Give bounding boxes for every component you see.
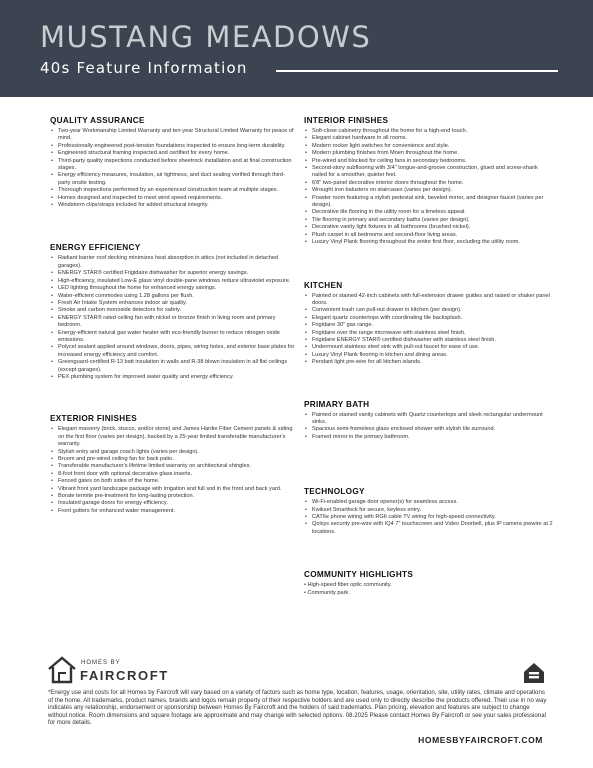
feature-item: • Polycel sealant applied around windows, doors, pipes, wiring holes, and exterior base plates for increased energy efficiency and comfort. — [50, 344, 295, 359]
feature-item: • Wrought iron balusters on staircases (varies per design). — [304, 187, 554, 194]
page-title: MUSTANG MEADOWS — [40, 20, 372, 54]
feature-item: • 6'8" two-panel decorative interior doors throughout the home. — [304, 180, 554, 187]
feature-item: • Frigidaire over the range microwave with stainless steel finish. — [304, 330, 554, 337]
feature-item: • Homes designed and inspected to meet wind speed requirements. — [50, 195, 295, 202]
feature-item: • High-efficiency, insulated Low-E glass vinyl double-pane windows reduce ultraviolet exposure. — [50, 278, 295, 285]
feature-item: • Elegant quartz countertops with coordinating tile backsplash. — [304, 315, 554, 322]
section-primary-bath — [304, 400, 554, 442]
feature-item: • Soft-close cabinetry throughout the home for a high-end touch. — [304, 128, 554, 135]
feature-item: • Spacious semi-frameless glass enclosed shower with stylish tile surround. — [304, 426, 554, 433]
feature-item: • Vibrant front yard landscape package with irrigation and full sod in the front and back yard. — [50, 486, 295, 493]
feature-item: • Professionally engineered post-tension foundations inspected to ensure long-term durability. — [50, 143, 295, 150]
feature-item: • LED lighting throughout the home for enhanced energy savings. — [50, 285, 295, 292]
feature-item: • Broom and pre-wired ceiling fan for back patio. — [50, 456, 295, 463]
right-column — [304, 116, 554, 597]
feature-item: • Elegant masonry (brick, stucco, and/or stone) and James Hardie Fiber Cement panels & siding on the first floor (varies per design), backed by a 25-year limited transferable manufacturer's warranty. — [50, 426, 295, 448]
feature-item: • ENERGY STAR® rated ceiling fan with nickel or bronze finish in living room and primary bedroom. — [50, 315, 295, 330]
feature-list — [50, 255, 295, 381]
section-heading: TECHNOLOGY — [304, 487, 365, 497]
feature-list — [304, 582, 554, 597]
section-technology — [304, 487, 554, 536]
feature-item: • Transferable manufacturer's lifetime limited warranty on architectural shingles. — [50, 463, 295, 470]
house-logo-icon — [47, 656, 77, 684]
feature-item: • Frigidaire ENERGY STAR® certified dishwasher with stainless steel finish. — [304, 337, 554, 344]
section-community-highlights — [304, 570, 554, 597]
disclaimer-text: *Energy use and costs for all Homes by Faircroft will vary based on a variety of factors such as home type, location, features, usage, orientation, site, utility rates, climate and operations of the home. All trademarks, product names, brands and logos remain property of their respective holders and are used only to directly describe the products offered. Their use in no way indicates any relationship, endorsement or sponsorship between Homes By Faircroft and the holders of said trademarks. Plan pricing, elevation and features are subject to change without notice. Room dimensions and square footage are approximate and may change with selected options. 08.2025 Please contact Homes By Faircroft or see your sales professional for more details. — [48, 689, 547, 727]
logo-homes-by: HOMES BY — [81, 660, 121, 666]
feature-item: • Water-efficient commodes using 1.28 gallons per flush. — [50, 293, 295, 300]
feature-item: • Energy efficiency measures, insulation, air tightness, and duct sealing verified through third-party onsite testing. — [50, 172, 295, 187]
feature-item: • Tile flooring in primary and secondary baths (varies per design). — [304, 217, 554, 224]
feature-item: • Front gutters for enhanced water management. — [50, 508, 295, 515]
feature-item: • High-speed fiber optic community. — [304, 582, 392, 589]
feature-list — [50, 128, 295, 209]
feature-item: • Smoke and carbon monoxide detectors for safety. — [50, 307, 295, 314]
feature-item: • Stylish entry and garage coach lights (varies per design). — [50, 449, 295, 456]
feature-item: • Luxury Vinyl Plank flooring throughout the entire first floor, excluding the utility room. — [304, 239, 554, 246]
feature-item: • Modern plumbing finishes from Moen throughout the home. — [304, 150, 554, 157]
feature-item: • Undermount stainless steel sink with pull-out faucet for ease of use. — [304, 344, 554, 351]
feature-item: • Kwikset Smartlock for secure, keyless entry. — [304, 507, 554, 514]
feature-item: • Thorough inspections performed by an experienced construction team at multiple stages. — [50, 187, 295, 194]
feature-item: • Decorative vanity light fixtures in all bathrooms (brushed nickel). — [304, 224, 554, 231]
feature-item: • Borate termite pre-treatment for long-lasting protection. — [50, 493, 295, 500]
feature-item: • PEX plumbing system for improved water quality and energy efficiency. — [50, 374, 295, 381]
feature-item: • Insulated garage doors for energy efficiency. — [50, 500, 295, 507]
feature-item: • Framed mirror in the primary bathroom. — [304, 434, 554, 441]
header-rule — [276, 70, 558, 72]
feature-item: • Community park. — [304, 589, 350, 596]
logo-brand: FAIRCROFT — [80, 668, 169, 683]
feature-item: • Luxury Vinyl Plank flooring in kitchen and dining areas. — [304, 352, 554, 359]
section-heading: EXTERIOR FINISHES — [50, 414, 137, 424]
feature-item: • CAT6e phone wiring with RG6 cable TV wiring for high-speed connectivity. — [304, 514, 554, 521]
feature-item: • Second-story subflooring with 3/4" tongue-and-groove construction, glued and screw-shank nailed for a smoother, quieter feel. — [304, 165, 554, 180]
feature-item: • Greenguard-certified R-13 batt insulation in walls and R-38 blown insulation in all flat ceilings (except garages). — [50, 359, 295, 374]
feature-item: • Powder room featuring a stylish pedestal sink, beveled mirror, and designer faucet (varies per design). — [304, 195, 554, 210]
feature-item: • Modern rocker light switches for convenience and style. — [304, 143, 554, 150]
website-link[interactable]: HOMESBYFAIRCROFT.COM — [418, 735, 543, 745]
section-heading: KITCHEN — [304, 280, 343, 290]
feature-item: • Frigidaire 30" gas range. — [304, 322, 554, 329]
feature-item: • Painted or stained vanity cabinets with Quartz countertops and sleek rectangular undermount sinks. — [304, 412, 554, 427]
equal-housing-icon — [522, 661, 546, 685]
section-heading: QUALITY ASSURANCE — [50, 116, 145, 125]
feature-list — [304, 128, 554, 247]
feature-item: • Engineered structural framing inspected and certified for every home. — [50, 150, 295, 157]
feature-item: • Energy-efficient natural gas water heater with eco-friendly burner to reduce nitrogen oxide emissions. — [50, 330, 295, 345]
section-exterior-finishes — [50, 414, 295, 515]
feature-list — [304, 412, 554, 442]
feature-list — [304, 499, 554, 536]
feature-item: • Two-year Workmanship Limited Warranty and ten-year Structural Limited Warranty for peace of mind. — [50, 128, 295, 143]
section-heading: PRIMARY BATH — [304, 399, 370, 409]
feature-list — [50, 426, 295, 515]
section-interior-finishes — [304, 116, 554, 247]
feature-item: • Third-party quality inspections conducted before sheetrock installation and at final construction stages. — [50, 158, 295, 173]
feature-item: • Plush carpet in all bedrooms and second-floor living areas. — [304, 232, 554, 239]
feature-item: • Pendant light pre-wire for all kitchen islands. — [304, 359, 554, 366]
left-column — [50, 116, 295, 515]
feature-item: • Pre-wired and blocked for ceiling fans in secondary bedrooms. — [304, 158, 554, 165]
section-heading: INTERIOR FINISHES — [304, 116, 389, 125]
section-heading: ENERGY EFFICIENCY — [50, 243, 141, 253]
feature-item: • 8-foot front door with optional decorative glass inserts. — [50, 471, 295, 478]
page-subtitle: 40s Feature Information — [40, 59, 248, 77]
faircroft-logo — [47, 656, 169, 686]
feature-item: • Fresh Air Intake System enhances indoor air quality. — [50, 300, 295, 307]
feature-item: • Convenient trash can pull-out drawer in kitchen (per design). — [304, 307, 554, 314]
feature-item: • Wi-Fi-enabled garage door opener(s) for seamless access. — [304, 499, 554, 506]
feature-item: • Decorative tile flooring in the utility room for a timeless appeal. — [304, 209, 554, 216]
section-heading: COMMUNITY HIGHLIGHTS — [304, 570, 414, 580]
header-banner — [0, 0, 593, 97]
feature-item: • Qolsys security pre-wire with IQ4 7" touchscreen and Video Doorbell, plus IP camera prewire at 2 locations. — [304, 521, 554, 536]
feature-list — [304, 293, 554, 367]
feature-item: • Radiant barrier roof decking minimizes heat absorption in attics (not included in detached garages). — [50, 255, 295, 270]
feature-item: • ENERGY STAR® certified Frigidaire dishwasher for superior energy savings. — [50, 270, 295, 277]
feature-item: • Fenced gates on both sides of the home. — [50, 478, 295, 485]
section-energy-efficiency — [50, 243, 295, 381]
feature-item: • Windstorm clips/straps included for added structural integrity. — [50, 202, 295, 209]
feature-item: • Elegant cabinet hardware in all rooms. — [304, 135, 554, 142]
section-quality-assurance — [50, 116, 295, 209]
feature-item: • Painted or stained 42-inch cabinets with full-extension drawer guides and raised or shaker panel doors. — [304, 293, 554, 308]
section-kitchen — [304, 281, 554, 367]
